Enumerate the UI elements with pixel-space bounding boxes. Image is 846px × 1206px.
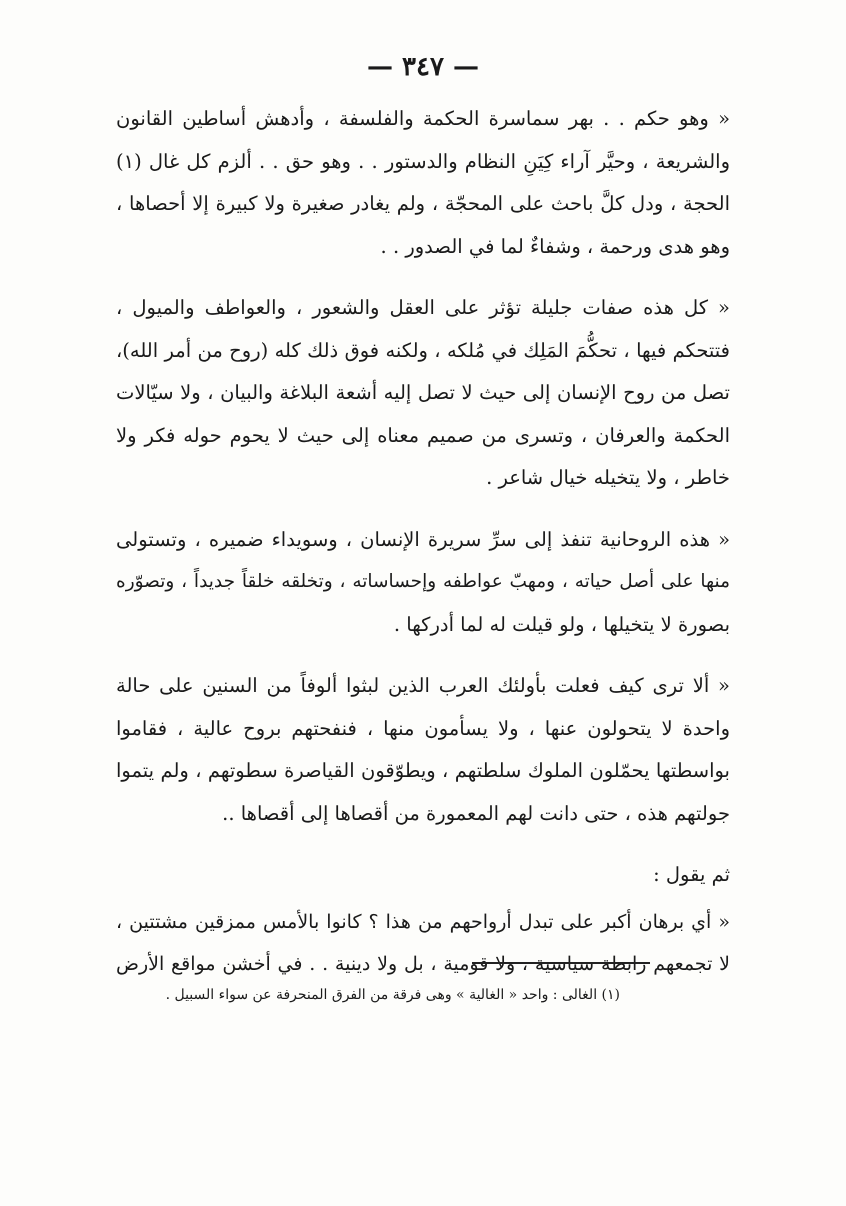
paragraph-4: [116, 665, 730, 835]
text-line: تصل من روح الإنسان إلى حيث لا تصل إليه أشعة البلاغة والبيان ، ولا سيّالات: [116, 381, 730, 404]
text-line: بواسطتها يحمّلون الملوك سلطتهم ، ويطوّقون القياصرة سطوتهم ، ولم يتموا: [116, 759, 730, 782]
body-text: [116, 98, 730, 1005]
paragraph-6: [116, 901, 730, 986]
text-line: الحكمة والعرفان ، وتسرى من صميم معناه إلى حيث لا يحوم حوله فكر ولا: [116, 423, 730, 447]
text-line: جولتهم هذه ، حتى دانت لهم المعمورة من أقصاها إلى أقصاها ..: [222, 801, 730, 825]
text-line: خاطر ، ولا يتخيله خيال شاعر .: [486, 466, 730, 489]
footnote-divider: [472, 962, 650, 964]
paragraph-1: [116, 98, 730, 268]
text-line: الحجة ، ودل كلَّ باحث على المحجّة ، ولم يغادر صغيرة ولا كبيرة إلا أحصاها ،: [116, 192, 730, 215]
text-line: « أي برهان أكبر على تبدل أرواحهم من هذا ؟ كانوا بالأمس ممزقين مشتتين ،: [116, 910, 730, 933]
text-line: فتتحكم فيها ، تحكُّمَ المَلِك في مُلكه ، ولكنه فوق ذلك كله (روح من أمر الله)،: [116, 338, 730, 362]
footnote: (١) الغالى : واحد « الغالية » وهى فرقة من الفرق المنحرفة عن سواء السبيل .: [165, 987, 620, 1003]
page-number: — ٣٤٧ —: [366, 52, 480, 82]
text-line: « ألا ترى كيف فعلت بأولئك العرب الذين لبثوا ألوفاً من السنين على حالة: [116, 674, 730, 697]
text-line: وهو هدى ورحمة ، وشفاءٌ لما في الصدور . .: [380, 234, 730, 258]
text-line: واحدة لا يتحولون عنها ، ولا يسأمون منها ، فنفحتهم بروح عالية ، فقاموا: [116, 716, 730, 740]
text-line: والشريعة ، وحيَّر آراء كِيَنِ النظام والدستور . . وهو حق . . ألزم كل غال (١): [116, 149, 730, 173]
paragraph-3: [116, 519, 730, 647]
text-line: ثم يقول :: [653, 863, 730, 886]
text-line: « هذه الروحانية تنفذ إلى سرِّ سريرة الإنسان ، وسويداء ضميره ، وتستولى: [116, 527, 730, 551]
paragraph-2: [116, 287, 730, 500]
text-line: « كل هذه صفات جليلة تؤثر على العقل والشعور ، والعواطف والميول ،: [116, 296, 730, 319]
text-line: لا تجمعهم رابطة سياسية ، ولا قومية ، بل ولا دينية . . في أخشن مواقع الأرض: [116, 953, 730, 975]
text-line: بصورة لا يتخيلها ، ولو قيلت له لما أدركها .: [393, 612, 730, 636]
paragraph-5: [116, 854, 730, 897]
text-line: منها على أصل حياته ، ومهبّ عواطفه وإحساساته ، وتخلقه خلقاً جديداً ، وتصوّره: [116, 571, 730, 592]
text-line: « وهو حكم . . بهر سماسرة الحكمة والفلسفة ، وأدهش أساطين القانون: [116, 107, 730, 130]
